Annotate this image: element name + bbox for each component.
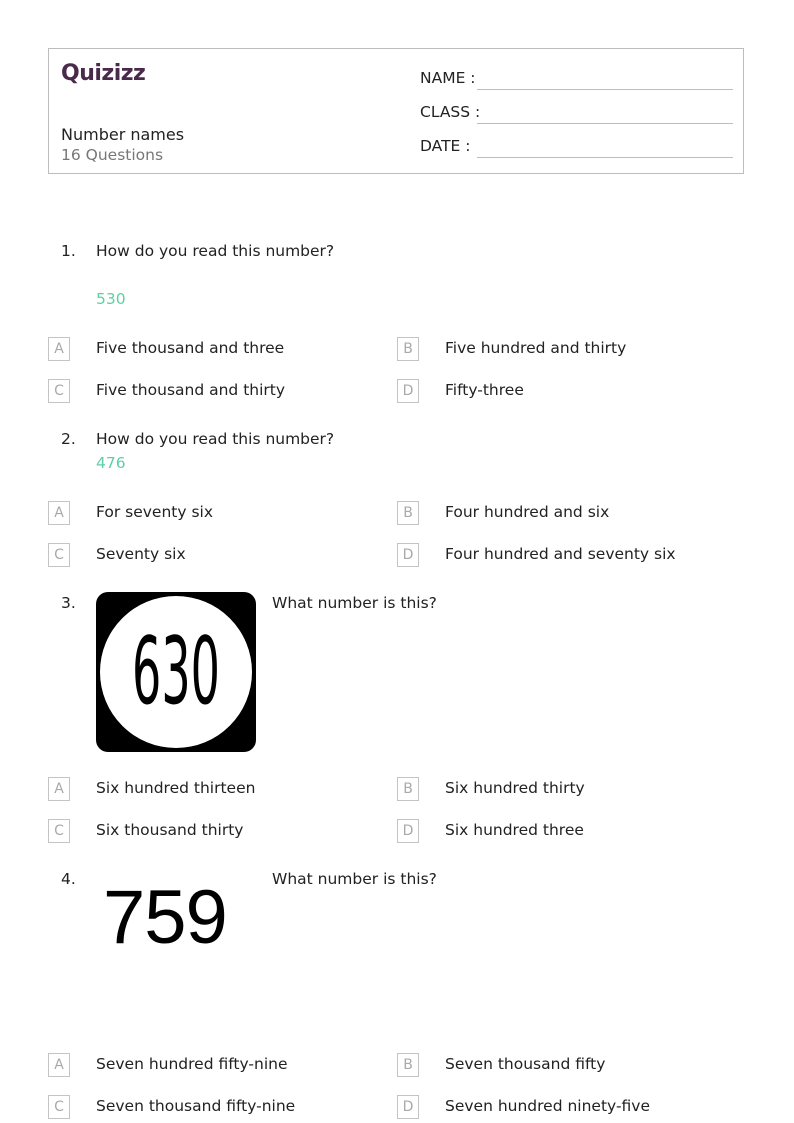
option-text[interactable]: Four hundred and six bbox=[445, 503, 610, 521]
option-letter-a[interactable]: A bbox=[48, 501, 70, 525]
option-text[interactable]: Five thousand and three bbox=[96, 339, 285, 357]
route-sign-image bbox=[96, 592, 256, 752]
option-letter-b[interactable]: B bbox=[397, 777, 419, 801]
question-value: 530 bbox=[96, 290, 126, 308]
option-text[interactable]: Seventy six bbox=[96, 545, 186, 563]
worksheet-title: Number names bbox=[61, 125, 185, 144]
option-text[interactable]: For seventy six bbox=[96, 503, 214, 521]
option-text[interactable]: Seven thousand fifty bbox=[445, 1055, 606, 1073]
worksheet-header bbox=[48, 48, 744, 174]
class-label: CLASS : bbox=[420, 103, 481, 121]
question-number: 3. bbox=[61, 594, 76, 612]
option-text[interactable]: Five hundred and thirty bbox=[445, 339, 627, 357]
option-letter-b[interactable]: B bbox=[397, 337, 419, 361]
option-letter-c[interactable]: C bbox=[48, 1095, 70, 1119]
option-letter-b[interactable]: B bbox=[397, 1053, 419, 1077]
option-text[interactable]: Six hundred three bbox=[445, 821, 584, 839]
question-number: 1. bbox=[61, 242, 76, 260]
question-text: What number is this? bbox=[272, 870, 437, 888]
option-text[interactable]: Six hundred thirty bbox=[445, 779, 585, 797]
sign-number: 630 bbox=[132, 618, 220, 726]
option-letter-c[interactable]: C bbox=[48, 379, 70, 403]
option-text[interactable]: Six hundred thirteen bbox=[96, 779, 256, 797]
name-field[interactable] bbox=[477, 89, 733, 90]
question-count: 16 Questions bbox=[61, 146, 164, 164]
question-number: 2. bbox=[61, 430, 76, 448]
option-letter-a[interactable]: A bbox=[48, 1053, 70, 1077]
question-text: How do you read this number? bbox=[96, 242, 335, 260]
question-text: How do you read this number? bbox=[96, 430, 335, 448]
name-label: NAME : bbox=[420, 69, 476, 87]
option-text[interactable]: Six thousand thirty bbox=[96, 821, 244, 839]
option-letter-a[interactable]: A bbox=[48, 337, 70, 361]
svg-text:Quizizz: Quizizz bbox=[61, 61, 146, 86]
question-text: What number is this? bbox=[272, 594, 437, 612]
class-field[interactable] bbox=[477, 123, 733, 124]
number-image: 759 bbox=[103, 875, 227, 960]
option-text[interactable]: Five thousand and thirty bbox=[96, 381, 286, 399]
option-letter-c[interactable]: C bbox=[48, 819, 70, 843]
option-letter-c[interactable]: C bbox=[48, 543, 70, 567]
quizizz-logo bbox=[61, 59, 153, 87]
option-text[interactable]: Four hundred and seventy six bbox=[445, 545, 676, 563]
date-field[interactable] bbox=[477, 157, 733, 158]
option-text[interactable]: Seven thousand fifty-nine bbox=[96, 1097, 296, 1115]
option-text[interactable]: Fifty-three bbox=[445, 381, 524, 399]
option-text[interactable]: Seven hundred fifty-nine bbox=[96, 1055, 288, 1073]
option-letter-d[interactable]: D bbox=[397, 543, 419, 567]
option-text[interactable]: Seven hundred ninety-five bbox=[445, 1097, 651, 1115]
question-value: 476 bbox=[96, 454, 126, 472]
question-number: 4. bbox=[61, 870, 76, 888]
option-letter-b[interactable]: B bbox=[397, 501, 419, 525]
date-label: DATE : bbox=[420, 137, 471, 155]
option-letter-d[interactable]: D bbox=[397, 1095, 419, 1119]
option-letter-d[interactable]: D bbox=[397, 379, 419, 403]
route-sign-graphic bbox=[96, 592, 256, 752]
option-letter-a[interactable]: A bbox=[48, 777, 70, 801]
option-letter-d[interactable]: D bbox=[397, 819, 419, 843]
